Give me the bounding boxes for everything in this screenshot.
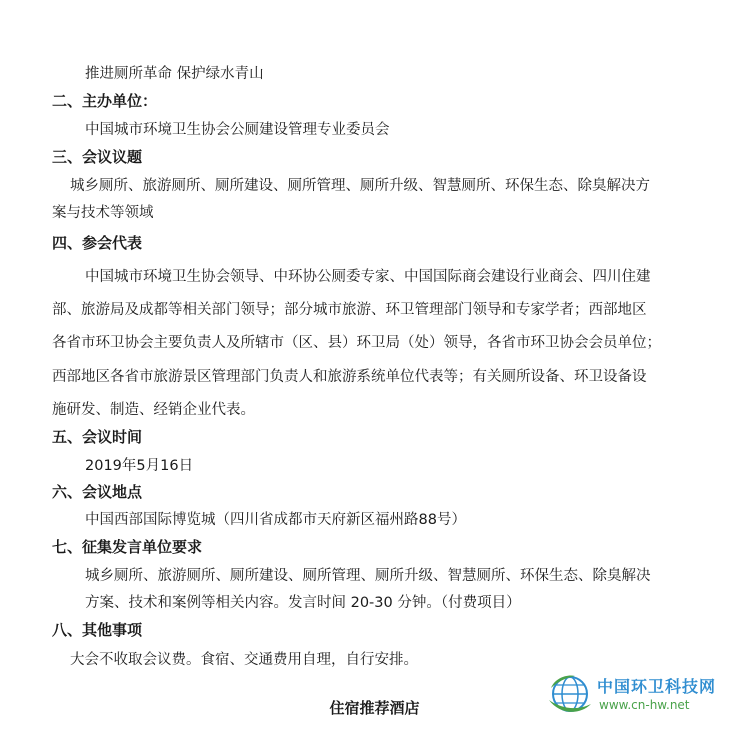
section-heading-organizer: 二、主办单位： [52, 92, 158, 110]
hotel-title: 住宿推荐酒店 [329, 699, 420, 717]
section-heading-venue: 六、会议地点 [52, 483, 143, 501]
delegates-line-1: 中国城市环境卫生协会领导、中环协公厕委专家、中国国际商会建设行业商会、四川住建 [85, 269, 651, 285]
section-heading-delegates: 四、参会代表 [52, 234, 143, 252]
section-heading-topics: 三、会议议题 [52, 148, 143, 166]
meeting-date: 2019年5月16日 [85, 458, 194, 474]
delegates-line-2: 部、旅游局及成都等相关部门领导；部分城市旅游、环卫管理部门领导和专家学者；西部地区 [52, 302, 647, 318]
speakers-line-2: 方案、技术和案例等相关内容。发言时间 20-30 分钟。（付费项目） [85, 595, 521, 611]
topics-line-2: 案与技术等领域 [52, 205, 154, 221]
globe-leaf-icon [545, 670, 595, 720]
section-heading-time: 五、会议时间 [52, 428, 143, 446]
venue-text: 中国西部国际博览城（四川省成都市天府新区福州路88号） [85, 512, 466, 528]
delegates-line-3: 各省市环卫协会主要负责人及所辖市（区、县）环卫局（处）领导，各省市环卫协会会员单位； [52, 335, 661, 351]
watermark-url: www.cn-hw.net [599, 698, 690, 712]
section-heading-other: 八、其他事项 [52, 621, 143, 639]
other-text: 大会不收取会议费。食宿、交通费用自理，自行安排。 [70, 652, 418, 668]
speakers-line-1: 城乡厕所、旅游厕所、厕所建设、厕所管理、厕所升级、智慧厕所、环保生态、除臭解决 [85, 568, 651, 584]
topics-line-1: 城乡厕所、旅游厕所、厕所建设、厕所管理、厕所升级、智慧厕所、环保生态、除臭解决方 [70, 178, 650, 194]
theme-line: 推进厕所革命 保护绿水青山 [85, 66, 264, 82]
section-heading-speakers: 七、征集发言单位要求 [52, 538, 203, 556]
delegates-line-4: 西部地区各省市旅游景区管理部门负责人和旅游系统单位代表等；有关厕所设备、环卫设备设 [52, 369, 647, 385]
watermark-site-name: 中国环卫科技网 [597, 677, 717, 696]
organizer-text: 中国城市环境卫生协会公厕建设管理专业委员会 [85, 122, 390, 138]
delegates-line-5: 施研发、制造、经销企业代表。 [52, 402, 255, 418]
watermark [545, 670, 745, 720]
